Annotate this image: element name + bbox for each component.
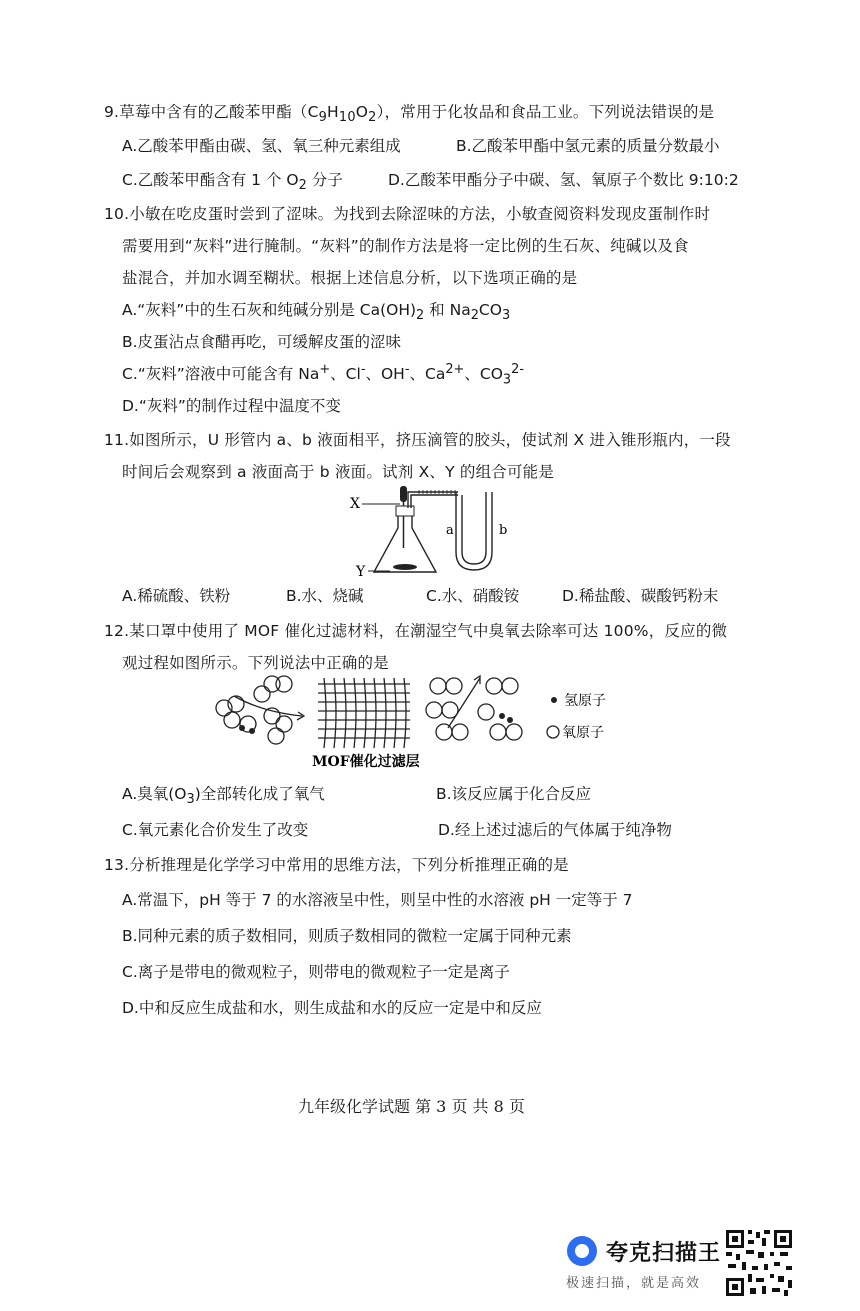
q9-option-c: C.乙酸苯甲酯含有 1 个 $O_2$ 分子	[122, 171, 343, 194]
dropper-bulb	[400, 486, 407, 502]
conical-flask	[374, 516, 436, 572]
q10-option-b: B.皮蛋沾点食醋再吃，可缓解皮蛋的涩味	[122, 333, 402, 351]
water-molecule-in	[239, 725, 255, 734]
ozone-molecules	[216, 676, 292, 744]
q12-microscopic-figure	[212, 676, 632, 770]
q12-option-a: A.臭氧$(O_3)$全部转化成了氧气	[122, 785, 325, 808]
legend-oxygen: 氧原子	[562, 725, 604, 741]
q10-stem-line1: 10.小敏在吃皮蛋时尝到了涩味。为找到去除涩味的方法，小敏查阅资料发现皮蛋制作时	[104, 205, 711, 223]
q12-option-d: D.经上述过滤后的气体属于纯净物	[438, 821, 672, 839]
q13-option-a: A.常温下，pH 等于 7 的水溶液呈中性，则呈中性的水溶液 pH 一定等于 7	[122, 891, 633, 909]
water-molecule-out	[499, 713, 513, 723]
q9-option-b: B.乙酸苯甲酯中氢元素的质量分数最小	[456, 137, 720, 155]
oxygen-legend-icon	[547, 726, 559, 738]
q10-stem-line2: 需要用到“灰料”进行腌制。“灰料”的制作方法是将一定比例的生石灰、纯碱以及食	[122, 237, 689, 255]
q11-option-b: B.水、烧碱	[286, 587, 364, 605]
brand-name: 夸克扫描王	[606, 1241, 722, 1266]
q9-option-d: D.乙酸苯甲酯分子中碳、氢、氧原子个数比 9:10:2	[388, 171, 739, 189]
q10-option-a: A.“灰料”中的生石灰和纯碱分别是 $Ca(OH)_2$ 和 $Na_2CO_3$	[122, 301, 511, 324]
label-a: a	[446, 523, 454, 538]
q9-stem: 9.草莓中含有的乙酸苯甲酯$(C_9H_{10}O_2)$，常用于化妆品和食品工业。下列说法错误的是	[104, 103, 715, 126]
label-b: b	[499, 523, 508, 538]
q11-option-c: C.水、硝酸铵	[426, 587, 520, 605]
label-x: X	[350, 496, 360, 512]
q11-apparatus-figure	[350, 478, 530, 578]
q10-stem-line3: 盐混合，并加水调至糊状。根据上述信息分析，以下选项正确的是	[122, 269, 578, 287]
q12-option-b: B.该反应属于化合反应	[436, 785, 592, 803]
legend-hydrogen: 氢原子	[564, 693, 606, 709]
quark-logo-icon	[567, 1236, 597, 1266]
hydrogen-legend-icon	[551, 697, 557, 703]
q13-option-d: D.中和反应生成盐和水，则生成盐和水的反应一定是中和反应	[122, 999, 542, 1017]
brand-slogan: 极速扫描，就是高效	[566, 1276, 702, 1291]
q12-stem-line2: 观过程如图所示。下列说法中正确的是	[122, 654, 389, 672]
q9-option-a: A.乙酸苯甲酯由碳、氢、氧三种元素组成	[122, 137, 401, 155]
q13-stem: 13.分析推理是化学学习中常用的思维方法，下列分析推理正确的是	[104, 856, 569, 874]
q11-stem-line2: 时间后会观察到 a 液面高于 b 液面。试剂 X、Y 的组合可能是	[122, 463, 555, 481]
q12-stem-line1: 12.某口罩中使用了 MOF 催化过滤材料，在潮湿空气中臭氧去除率可达 100%，反应的微	[104, 622, 728, 640]
q13-option-b: B.同种元素的质子数相同，则质子数相同的微粒一定属于同种元素	[122, 927, 572, 945]
page-footer: 九年级化学试题 第 3 页 共 8 页	[298, 1097, 525, 1116]
q13-option-c: C.离子是带电的微观粒子，则带电的微观粒子一定是离子	[122, 963, 510, 981]
label-y: Y	[356, 564, 366, 580]
q10-option-d: D.“灰料”的制作过程中温度不变	[122, 397, 341, 415]
qr-code-icon	[724, 1228, 794, 1298]
q10-option-c: C.“灰料”溶液中可能含有 Na+、Cl-、OH-、$Ca^{2+}$、$CO_3^{2-}$	[122, 362, 524, 388]
q11-option-d: D.稀盐酸、碳酸钙粉末	[562, 587, 719, 605]
q11-stem-line1: 11.如图所示，U 形管内 a、b 液面相平，挤压滴管的胶头，使试剂 X 进入锥形瓶内，一段	[104, 431, 731, 449]
solid-y	[393, 564, 417, 570]
mof-filter-mesh	[318, 678, 410, 748]
q11-option-a: A.稀硫酸、铁粉	[122, 587, 231, 605]
q12-option-c: C.氧元素化合价发生了改变	[122, 821, 309, 839]
mof-caption: MOF催化过滤层	[312, 754, 420, 770]
